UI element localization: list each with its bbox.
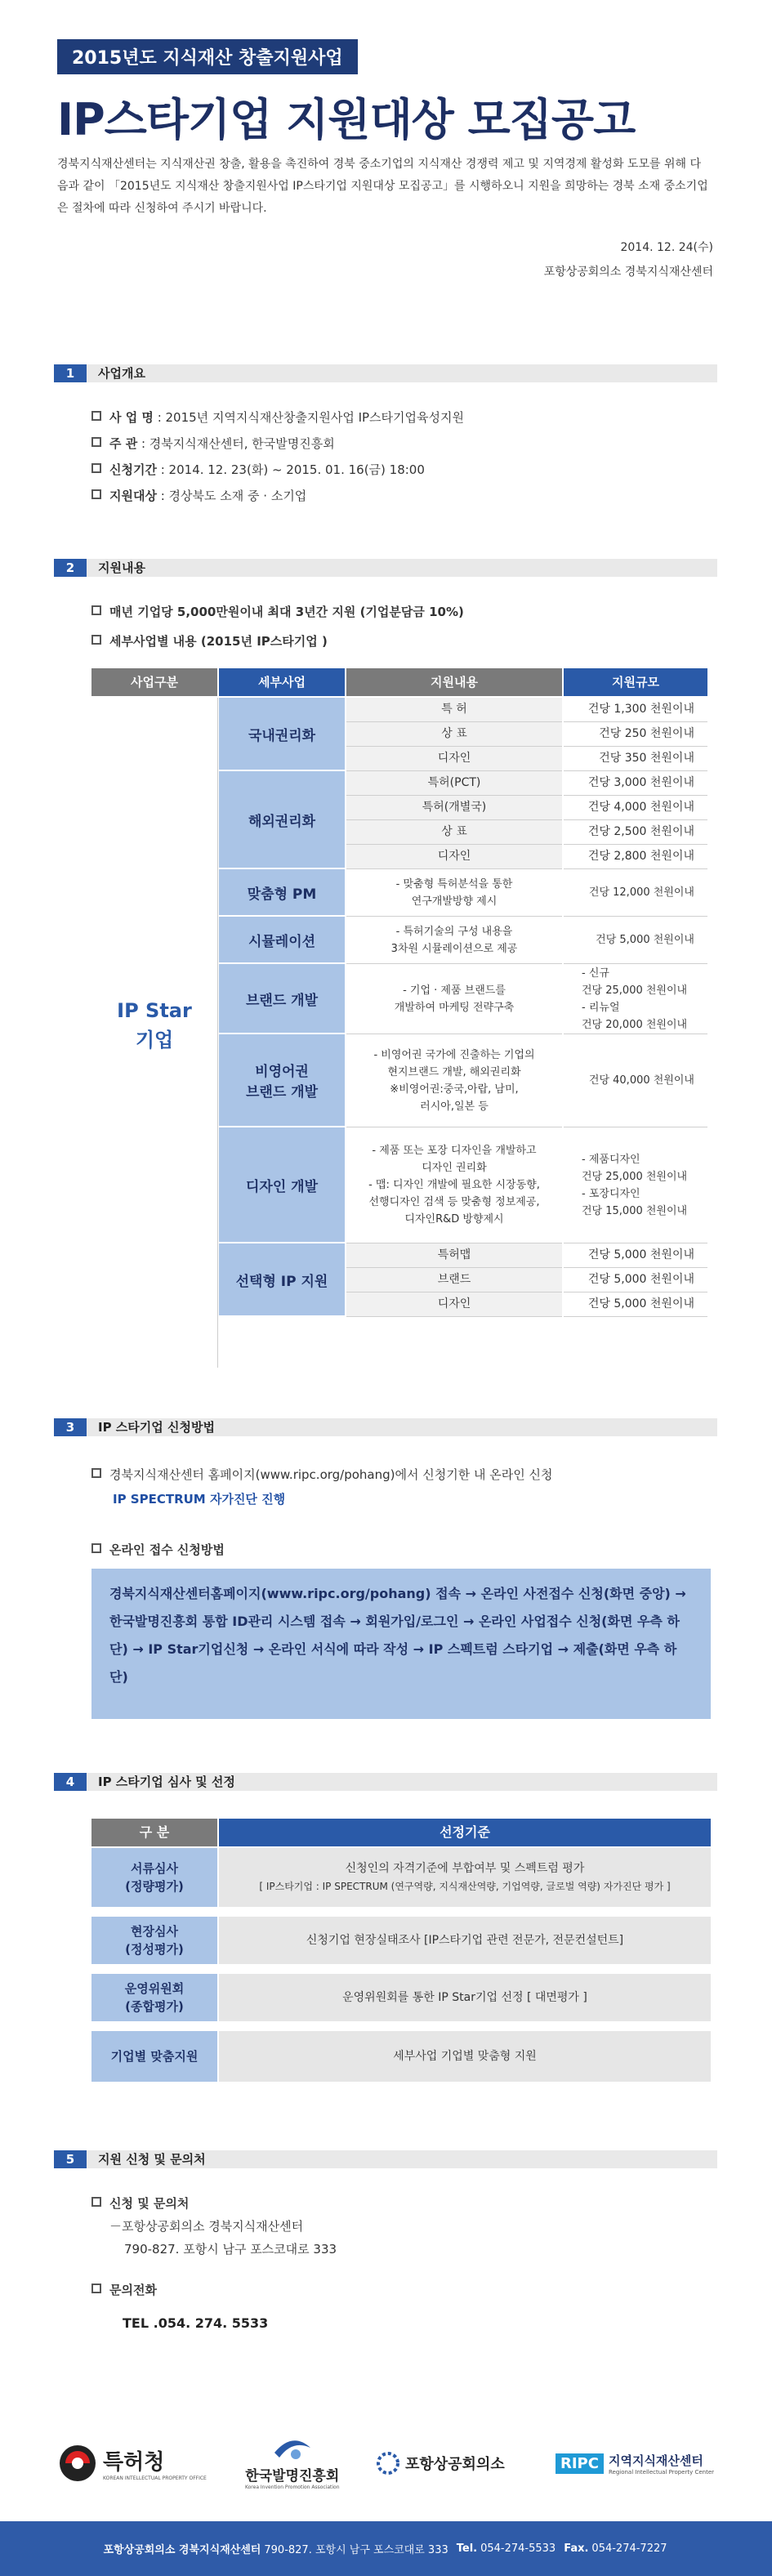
- table-header: 사업구분: [91, 668, 217, 696]
- sub-program: 브랜드 개발: [219, 964, 345, 1034]
- ip-star-category: [91, 698, 218, 1368]
- section-number: 5: [54, 2150, 87, 2168]
- support-amount: 건당 1,300 천원이내: [564, 698, 707, 722]
- support-content: - 맞춤형 특허분석을 통한 연구개발방향 제시: [346, 869, 562, 917]
- section-5-header: [54, 2150, 717, 2168]
- bullet-icon: [91, 2197, 101, 2207]
- table-header-criteria: 선정기준: [219, 1819, 711, 1846]
- footer-address: 790-827. 포항시 남구 포스코대로 333: [264, 2544, 448, 2556]
- table-header: 지원내용: [346, 668, 562, 696]
- section-number: 3: [54, 1418, 87, 1436]
- sub-program: 시뮬레이션: [219, 917, 345, 964]
- bullet-icon: [91, 489, 101, 499]
- self-diagnosis-note: IP SPECTRUM 자가진단 진행: [113, 1492, 286, 1507]
- support-item: 디자인: [346, 747, 562, 771]
- support-content: - 기업 · 제품 브랜드를 개발하여 마케팅 전략구축: [346, 964, 562, 1034]
- footer-org: 포항상공회의소 경북지식재산센터: [103, 2544, 261, 2556]
- support-item: 상 표: [346, 820, 562, 845]
- sub-program: 선택형 IP 지원: [219, 1243, 345, 1317]
- contact-heading: 신청 및 문의처: [91, 2194, 189, 2212]
- flow-arrow-icon: [458, 1909, 481, 1917]
- support-amount: 건당 350 천원이내: [564, 747, 707, 771]
- support-item: 상 표: [346, 722, 562, 747]
- bullet-icon: [91, 2284, 101, 2293]
- support-amount: 건당 5,000 천원이내: [564, 1292, 707, 1317]
- support-amount: 건당 2,500 천원이내: [564, 820, 707, 845]
- list-item: 사 업 명 : 2015년 지역지식재산창출지원사업 IP스타기업육성지원: [91, 405, 464, 431]
- support-content: - 제품 또는 포장 디자인을 개발하고 디자인 권리화 - 맵: 디자인 개발에 필요한 시장동향, 선행디자인 검색 등 맞춤형 정보제공, 디자인R&D 방향제시: [346, 1127, 562, 1243]
- ripc-logo: RIPC 지역지식재산센터 Regional Intellectual Property Center: [556, 2435, 714, 2492]
- section-4-header: [54, 1773, 717, 1791]
- review-stage: 운영위원회 (종합평가): [91, 1974, 217, 2023]
- support-amount: - 신규 건당 25,000 천원이내 - 리뉴얼 건당 20,000 천원이내: [564, 964, 707, 1034]
- review-criteria: 신청기업 현장실태조사 [IP스타기업 관련 전문가, 전문컨설턴트]: [219, 1917, 711, 1966]
- section-title: IP 스타기업 신청방법: [98, 1420, 215, 1435]
- review-criteria: 신청인의 자격기준에 부합여부 및 스펙트럼 평가 [ IP스타기업 : IP SPECTRUM (연구역량, 지식재산역량, 기업역량, 글로벌 역량) 자가진단 평가 ]: [219, 1848, 711, 1909]
- review-criteria: 세부사업 기업별 맞춤형 지원: [219, 2031, 711, 2083]
- contact-address: 790-827. 포항시 남구 포스코대로 333: [124, 2242, 337, 2257]
- bullet-icon: [91, 605, 101, 615]
- footer-fax: 054-274-7227: [591, 2543, 667, 2555]
- support-amount: 건당 40,000 천원이내: [564, 1034, 707, 1127]
- bullet-icon: [91, 411, 101, 421]
- footer-tel-label: Tel.: [456, 2543, 478, 2555]
- list-item: 지원대상 : 경상북도 소재 중 · 소기업: [91, 484, 464, 510]
- table-header: 지원규모: [564, 668, 707, 696]
- review-criteria: 운영위원회를 통한 IP Star기업 선정 [ 대면평가 ]: [219, 1974, 711, 2023]
- section-3-header: [54, 1418, 717, 1436]
- section-number: 4: [54, 1773, 87, 1791]
- review-stage: 현장심사 (정성평가): [91, 1917, 217, 1966]
- support-amount: - 제품디자인 건당 25,000 천원이내 - 포장디자인 건당 15,000 천원이내: [564, 1127, 707, 1243]
- review-stage: 기업별 맞춤지원: [91, 2031, 217, 2083]
- section-title: 지원 신청 및 문의처: [98, 2152, 206, 2167]
- section-title: IP 스타기업 심사 및 선정: [98, 1775, 235, 1789]
- section-1-header: [54, 364, 717, 382]
- support-item: 디자인: [346, 845, 562, 869]
- kipo-logo: 특허청 KOREAN INTELLECTUAL PROPERTY OFFICE: [57, 2435, 207, 2492]
- notice-org: 포항상공회의소 경북지식재산센터: [543, 266, 713, 279]
- bullet-icon: [91, 635, 101, 645]
- support-amount: 건당 3,000 천원이내: [564, 771, 707, 796]
- bullet-icon: [91, 437, 101, 447]
- bullet-icon: [91, 1543, 101, 1553]
- review-stage: 서류심사 (정량평가): [91, 1848, 217, 1909]
- chamber-emblem-icon: [376, 2451, 400, 2476]
- sub-program: 국내권리화: [219, 698, 345, 771]
- footer-tel: 054-274-5533: [480, 2543, 556, 2555]
- bullet-icon: [91, 1468, 101, 1478]
- list-item: 주 관 : 경북지식재산센터, 한국발명진흥회: [91, 431, 464, 458]
- support-content: - 비영어권 국가에 진출하는 기업의 현지브랜드 개발, 해외권리화 ※비영어권:중국,아랍, 남미, 러시아,일본 등: [346, 1034, 562, 1127]
- support-amount: 건당 12,000 천원이내: [564, 869, 707, 917]
- support-amount: 건당 5,000 천원이내: [564, 1243, 707, 1268]
- page-title: IP스타기업 지원대상 모집공고: [57, 94, 636, 145]
- sub-program: 맞춤형 PM: [219, 869, 345, 917]
- support-item: 특허(개별국): [346, 796, 562, 820]
- section-title: 지원내용: [98, 560, 145, 575]
- flow-arrow-icon: [458, 1966, 481, 1974]
- footer-fax-label: Fax.: [564, 2543, 589, 2555]
- apply-method: 경북지식재산센터 홈페이지(www.ripc.org/pohang)에서 신청기한 내 온라인 신청: [91, 1466, 552, 1483]
- kipa-emblem-icon: [268, 2436, 317, 2464]
- table-header-category: 구 분: [91, 1819, 217, 1846]
- support-summary: 매년 기업당 5,000만원이내 최대 3년간 지원 (기업분담금 10%): [91, 603, 464, 620]
- support-amount: 건당 5,000 천원이내: [564, 917, 707, 964]
- ip-star-label: IP Star 기업: [117, 999, 192, 1051]
- bullet-icon: [91, 463, 101, 473]
- online-method-heading: 온라인 접수 신청방법: [91, 1541, 225, 1558]
- support-amount: 건당 4,000 천원이내: [564, 796, 707, 820]
- intro-text: 경북지식재산센터는 지식재산권 창출, 활용을 촉진하여 경북 중소기업의 지식재산 경쟁력 제고 및 지역경제 활성화 도모를 위해 다음과 같이 「2015년도 지식재산 창출지원사업 IP스타기업 지원대상 모집공고」를 시행하오니 지원을 희망하는 경북 소재 중소기업은 절차에 따라 신청하여 주시기 바랍니다.: [57, 158, 708, 215]
- program-tag: 2015년도 지식재산 창출지원사업: [57, 39, 358, 74]
- support-item: 특 허: [346, 698, 562, 722]
- overview-list: [91, 405, 464, 510]
- section-number: 1: [54, 364, 87, 382]
- support-item: 디자인: [346, 1292, 562, 1317]
- footer-bar: [0, 2521, 772, 2576]
- support-item: 브랜드: [346, 1268, 562, 1292]
- contact-org: －포항상공회의소 경북지식재산센터: [109, 2219, 304, 2234]
- table-header: 세부사업: [219, 668, 345, 696]
- sub-program: 비영어권 브랜드 개발: [219, 1034, 345, 1127]
- detail-heading: 세부사업별 내용 (2015년 IP스타기업 ): [91, 632, 328, 650]
- phone-number: TEL .054. 274. 5533: [123, 2315, 269, 2331]
- support-item: 특허(PCT): [346, 771, 562, 796]
- section-number: 2: [54, 559, 87, 577]
- flow-arrow-icon: [458, 2023, 481, 2031]
- section-2-header: [54, 559, 717, 577]
- notice-date: 2014. 12. 24(수): [620, 241, 713, 254]
- section-title: 사업개요: [98, 366, 145, 381]
- kipa-logo: 한국발명진흥회 Korea Invention Promotion Association: [245, 2435, 340, 2492]
- support-content: - 특허기술의 구성 내용을 3차원 시뮬레이션으로 제공: [346, 917, 562, 964]
- support-amount: 건당 5,000 천원이내: [564, 1268, 707, 1292]
- chamber-logo: 포항상공회의소: [376, 2435, 505, 2492]
- phone-heading: 문의전화: [91, 2281, 157, 2298]
- list-item: 신청기간 : 2014. 12. 23(화) ~ 2015. 01. 16(금) 18:00: [91, 458, 464, 484]
- sub-program: 해외권리화: [219, 771, 345, 869]
- support-item: 특허맵: [346, 1243, 562, 1268]
- support-amount: 건당 250 천원이내: [564, 722, 707, 747]
- support-amount: 건당 2,800 천원이내: [564, 845, 707, 869]
- kipo-emblem-icon: [57, 2443, 98, 2484]
- online-steps-box: 경북지식재산센터홈페이지(www.ripc.org/pohang) 접속 → 온라인 사전접수 신청(화면 중앙) → 한국발명진흥회 통합 ID관리 시스템 접속 → 회원가입/로그인 → 온라인 사업접수 신청(화면 우측 하단) → IP Star기업신청 → 온라인 서식에 따라 작성 → IP 스펙트럼 스타기업 → 제출(화면 우측 하단): [91, 1569, 711, 1719]
- sub-program: 디자인 개발: [219, 1127, 345, 1243]
